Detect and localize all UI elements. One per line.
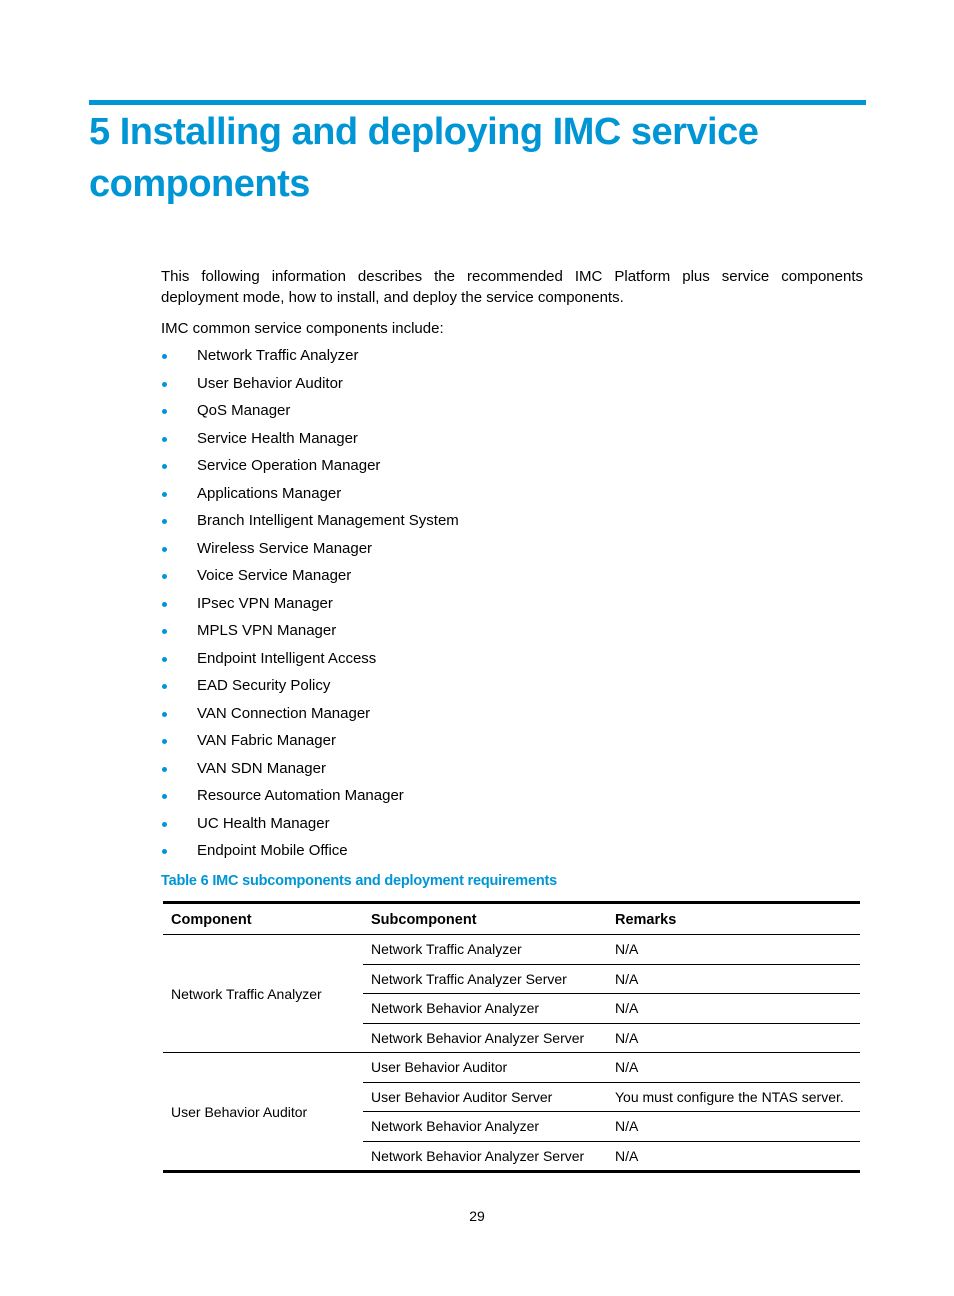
list-item: Endpoint Intelligent Access — [161, 645, 459, 673]
subcomponent-cell: Network Behavior Analyzer — [363, 1112, 607, 1142]
list-item: UC Health Manager — [161, 810, 459, 838]
list-item: QoS Manager — [161, 397, 459, 425]
list-item: VAN Fabric Manager — [161, 727, 459, 755]
bullet-icon — [162, 547, 167, 552]
remarks-cell: N/A — [607, 1053, 860, 1083]
subcomponent-cell: Network Traffic Analyzer Server — [363, 964, 607, 994]
remarks-cell: N/A — [607, 935, 860, 965]
table-row — [163, 1053, 860, 1083]
bullet-icon — [162, 464, 167, 469]
subcomponent-cell: Network Behavior Analyzer Server — [363, 1023, 607, 1053]
subcomponent-cell: Network Behavior Analyzer Server — [363, 1141, 607, 1172]
remarks-cell: N/A — [607, 1023, 860, 1053]
subcomponent-cell: Network Traffic Analyzer — [363, 935, 607, 965]
column-header-remarks: Remarks — [607, 903, 860, 935]
bullet-icon — [162, 657, 167, 662]
remarks-cell: N/A — [607, 994, 860, 1024]
chapter-top-rule — [89, 100, 866, 105]
bullet-icon — [162, 849, 167, 854]
bullet-icon — [162, 574, 167, 579]
bullet-icon — [162, 354, 167, 359]
remarks-cell: N/A — [607, 1112, 860, 1142]
bullet-icon — [162, 602, 167, 607]
list-item: VAN Connection Manager — [161, 700, 459, 728]
bullet-icon — [162, 822, 167, 827]
subcomponents-table — [163, 901, 860, 1173]
component-cell: Network Traffic Analyzer — [163, 935, 363, 1053]
table-caption: Table 6 IMC subcomponents and deployment requirements — [161, 873, 558, 889]
bullet-icon — [162, 382, 167, 387]
list-item: MPLS VPN Manager — [161, 617, 459, 645]
remarks-cell: N/A — [607, 1141, 860, 1172]
subcomponent-cell: User Behavior Auditor Server — [363, 1082, 607, 1112]
component-cell: User Behavior Auditor — [163, 1053, 363, 1172]
list-item: Endpoint Mobile Office — [161, 837, 459, 865]
bullet-icon — [162, 767, 167, 772]
list-item: Service Health Manager — [161, 425, 459, 453]
bullet-icon — [162, 684, 167, 689]
page-number: 29 — [469, 1208, 485, 1224]
bullet-icon — [162, 739, 167, 744]
bullet-icon — [162, 519, 167, 524]
bullet-icon — [162, 794, 167, 799]
bullet-icon — [162, 409, 167, 414]
list-item: Service Operation Manager — [161, 452, 459, 480]
column-header-subcomponent: Subcomponent — [363, 903, 607, 935]
bullet-icon — [162, 492, 167, 497]
list-item: Network Traffic Analyzer — [161, 342, 459, 370]
column-header-component: Component — [163, 903, 363, 935]
list-item: Wireless Service Manager — [161, 535, 459, 563]
list-item: Applications Manager — [161, 480, 459, 508]
list-item: Branch Intelligent Management System — [161, 507, 459, 535]
intro-paragraph: This following information describes the recommended IMC Platform plus service components deployment mode, how to install, and deploy the service components. — [161, 268, 863, 306]
bullet-icon — [162, 629, 167, 634]
component-list — [161, 342, 459, 865]
list-item: User Behavior Auditor — [161, 370, 459, 398]
subcomponent-cell: User Behavior Auditor — [363, 1053, 607, 1083]
chapter-title: 5 Installing and deploying IMC service components — [89, 111, 759, 205]
table-header-row — [163, 903, 860, 935]
remarks-cell: N/A — [607, 964, 860, 994]
table-row — [163, 935, 860, 965]
subcomponent-cell: Network Behavior Analyzer — [363, 994, 607, 1024]
list-item: EAD Security Policy — [161, 672, 459, 700]
bullet-icon — [162, 712, 167, 717]
list-lead: IMC common service components include: — [161, 320, 444, 337]
list-item: Voice Service Manager — [161, 562, 459, 590]
list-item: Resource Automation Manager — [161, 782, 459, 810]
bullet-icon — [162, 437, 167, 442]
remarks-cell: You must configure the NTAS server. — [607, 1082, 860, 1112]
list-item: VAN SDN Manager — [161, 755, 459, 783]
list-item: IPsec VPN Manager — [161, 590, 459, 618]
